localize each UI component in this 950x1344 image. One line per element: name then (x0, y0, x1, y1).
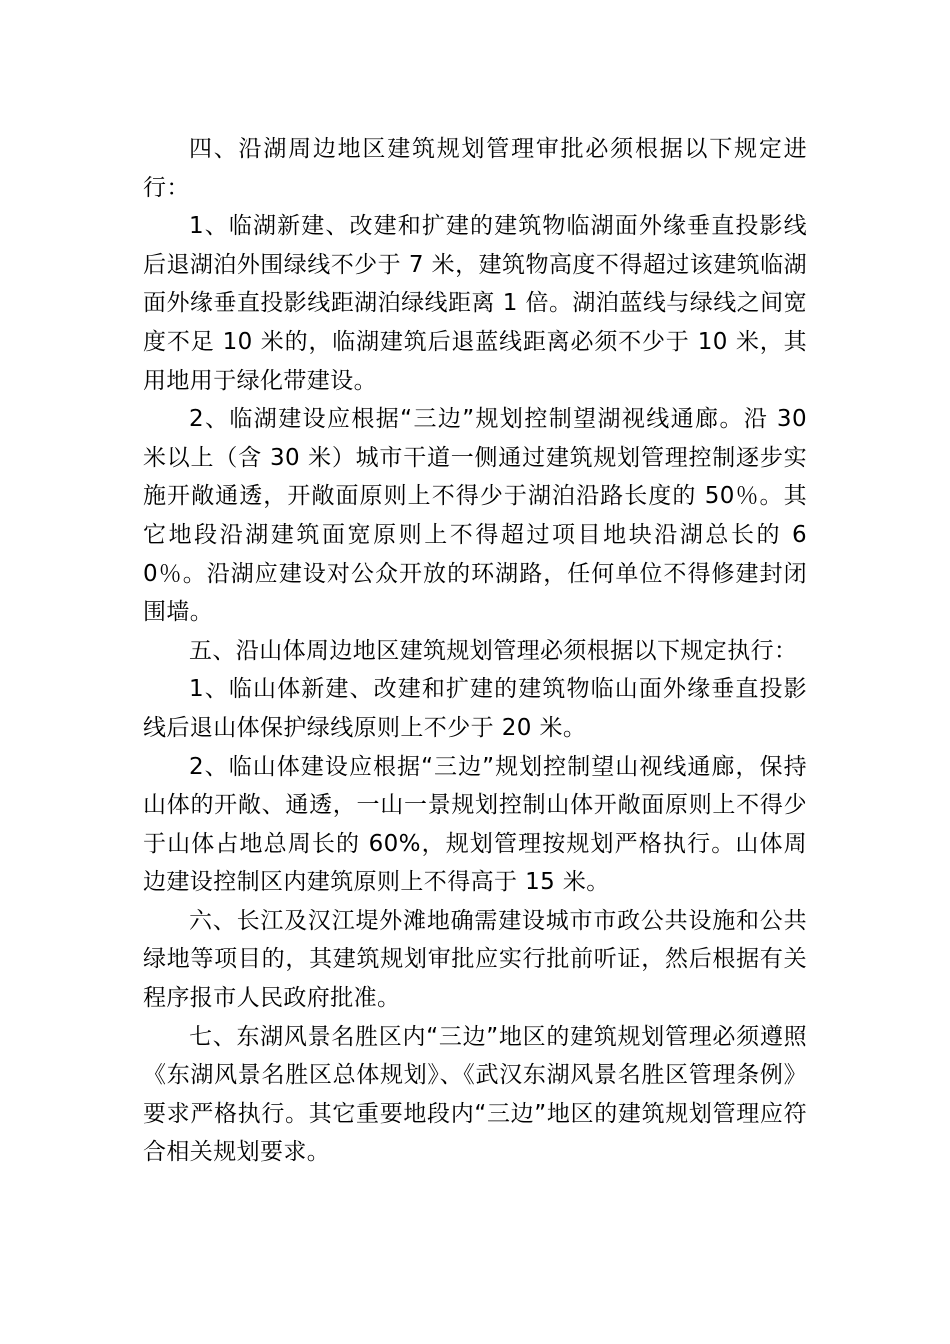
mountain-view-corridor-clause: 2、临山体建设应根据“三边”规划控制望山视线通廊，保持山体的开敞、通透，一山一景规划控制山体开敞面原则上不得少于山体占地总周长的 60%，规划管理按规划严格执行。山体周边建设控制区内建筑原则上不得高于 15 米。 (143, 753, 807, 896)
lake-view-corridor-clause: 2、临湖建设应根据“三边”规划控制望湖视线通廊。沿 30 米以上（含 30 米）城市干道一侧通过建筑规划管理控制逐步实施开敞通透，开敞面原则上不得少于湖泊沿路长度的 50％。其它地段沿湖建筑面宽原则上不得超过项目地块沿湖总长的 60％。沿湖应建设对公众开放的环湖路，任何单位不得修建封闭围墙。 (143, 406, 807, 626)
document-body (143, 130, 807, 1172)
section-five-heading: 五、沿山体周边地区建筑规划管理必须根据以下规定执行： (189, 637, 798, 664)
lake-setback-clause: 1、临湖新建、改建和扩建的建筑物临湖面外缘垂直投影线后退湖泊外围绿线不少于 7 米，建筑物高度不得超过该建筑临湖面外缘垂直投影线距湖泊绿线距离 1 倍。湖泊蓝线与绿线之间宽度不足 10 米的，临湖建筑后退蓝线距离必须不少于 10 米，其用地用于绿化带建设。 (143, 213, 807, 394)
section-seven-paragraph: 七、东湖风景名胜区内“三边”地区的建筑规划管理必须遵照《东湖风景名胜区总体规划》、《武汉东湖风景名胜区管理条例》要求严格执行。其它重要地段内“三边”地区的建筑规划管理应符合相关规划要求。 (143, 1023, 807, 1166)
section-six-paragraph: 六、长江及汉江堤外滩地确需建设城市市政公共设施和公共绿地等项目的，其建筑规划审批应实行批前听证，然后根据有关程序报市人民政府批准。 (143, 907, 807, 1012)
section-four-heading: 四、沿湖周边地区建筑规划管理审批必须根据以下规定进行： (143, 136, 807, 201)
mountain-setback-clause: 1、临山体新建、改建和扩建的建筑物临山面外缘垂直投影线后退山体保护绿线原则上不少于 20 米。 (143, 676, 807, 741)
